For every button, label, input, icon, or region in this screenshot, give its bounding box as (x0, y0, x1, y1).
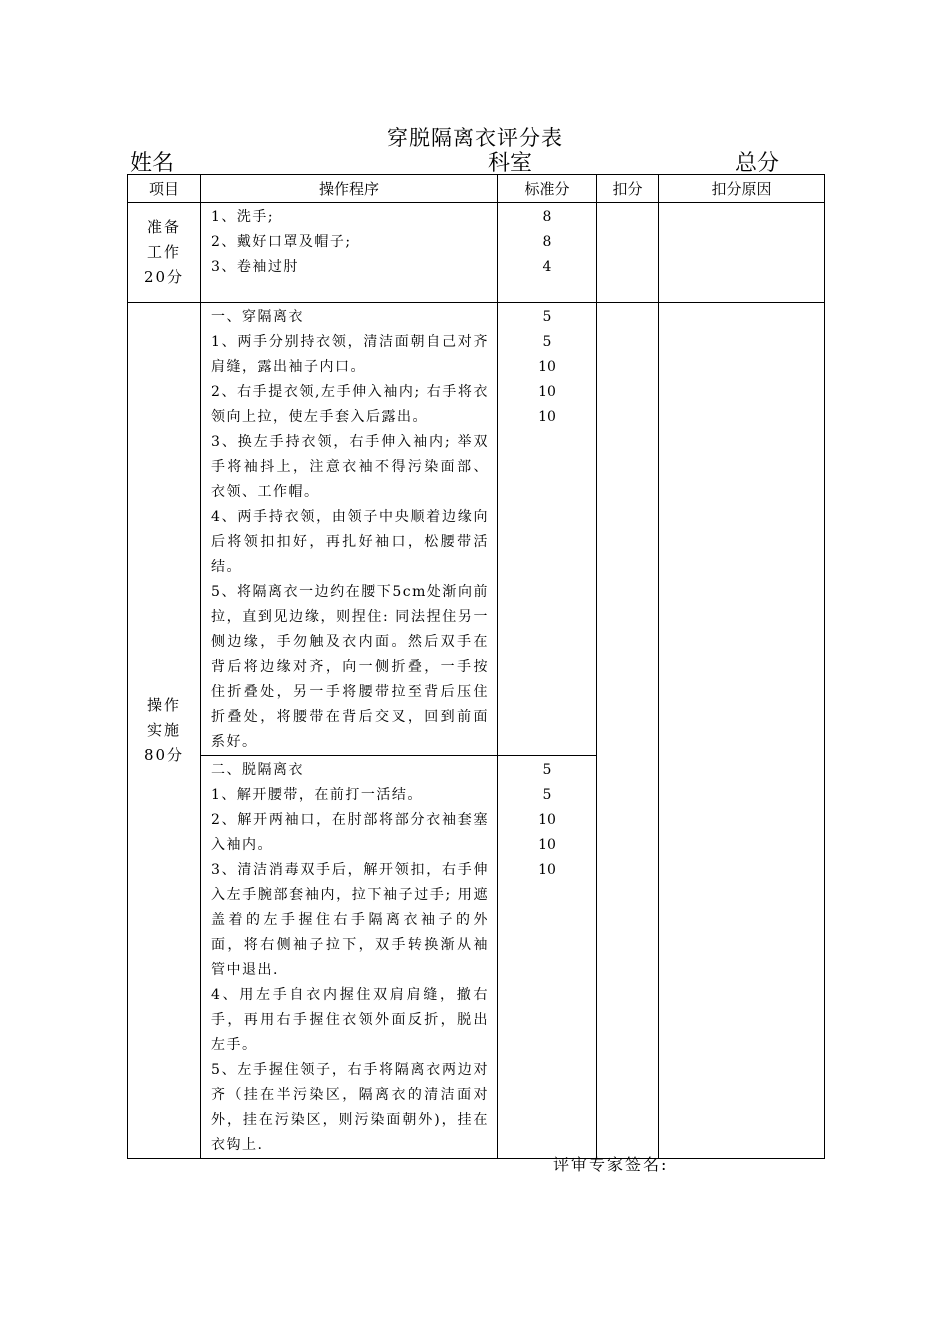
deduction-cell[interactable] (597, 203, 659, 303)
procedure-cell (201, 756, 498, 1159)
column-header-deduction-reason: 扣分原因 (659, 175, 825, 203)
list-item: 5、左手握住领子，右手将隔离衣两边对齐（挂在半污染区，隔离衣的清洁面对外，挂在污染区，则污染面朝外)，挂在衣钩上. (211, 1062, 489, 1153)
list-item: 1、洗手; (211, 209, 275, 225)
column-header-deduction: 扣分 (597, 175, 659, 203)
column-header-project: 项目 (128, 175, 201, 203)
column-header-procedure: 操作程序 (201, 175, 498, 203)
list-item: 2、右手提衣领,左手伸入袖内; 右手将衣领向上拉，使左手套入后露出。 (211, 384, 489, 425)
standard-score-cell: 5 5 10 10 10 (498, 756, 597, 1159)
reviewer-signature-label: 评审专家签名: (553, 1155, 669, 1174)
procedure-cell (201, 303, 498, 756)
project-cell: 准备 工作 20分 (128, 203, 201, 303)
procedure-cell (201, 203, 498, 303)
standard-score-cell: 8 8 4 (498, 203, 597, 303)
list-item: 5、将隔离衣一边约在腰下5cm处渐向前拉，直到见边缘，则捏住: 同法捏住另一侧边缘，手勿触及衣内面。然后双手在背后将边缘对齐，向一侧折叠，一手按住折叠处，另一手将腰带拉至背后压住折叠处，将腰带在背后交叉，回到前面系好。 (211, 584, 489, 750)
list-item: 1、两手分别持衣领，清洁面朝自己对齐肩缝，露出袖子内口。 (211, 334, 489, 375)
table-row (128, 303, 825, 756)
list-item: 4、两手持衣领，由领子中央顺着边缘向后将领扣扣好，再扎好袖口，松腰带活结。 (211, 509, 489, 575)
deduction-cell[interactable] (597, 303, 659, 1159)
total-score-label: 总分 (735, 151, 780, 176)
standard-score-cell: 5 5 10 10 10 (498, 303, 597, 756)
deduction-reason-cell[interactable] (659, 303, 825, 1159)
scoring-table (127, 174, 825, 1159)
list-item: 3、换左手持衣领，右手伸入袖内; 举双手将袖抖上，注意衣袖不得污染面部、衣领、工作帽。 (211, 434, 489, 500)
deduction-reason-cell[interactable] (659, 203, 825, 303)
column-header-standard-score: 标准分 (498, 175, 597, 203)
list-item: 3、清洁消毒双手后，解开领扣，右手伸入左手腕部套袖内，拉下袖子过手; 用遮盖着的左手握住右手隔离衣袖子的外面，将右侧袖子拉下，双手转换渐从袖管中退出. (211, 862, 489, 978)
project-cell: 操作 实施 80分 (128, 303, 201, 1159)
list-item: 4、用左手自衣内握住双肩肩缝，撤右手，再用右手握住衣领外面反折，脱出左手。 (211, 987, 489, 1053)
table-header-row (128, 175, 825, 203)
list-item: 1、解开腰带，在前打一活结。 (211, 787, 423, 803)
department-label: 科室 (488, 151, 533, 176)
list-item: 二、脱隔离衣 (211, 762, 304, 778)
page-title: 穿脱隔离衣评分表 (387, 126, 563, 150)
list-item: 3、卷袖过肘 (211, 259, 299, 275)
name-label: 姓名 (130, 151, 175, 176)
list-item: 2、戴好口罩及帽子; (211, 234, 352, 250)
table-row (128, 203, 825, 303)
list-item: 2、解开两袖口，在肘部将部分衣袖套塞入袖内。 (211, 812, 489, 853)
list-item: 一、穿隔离衣 (211, 309, 304, 325)
